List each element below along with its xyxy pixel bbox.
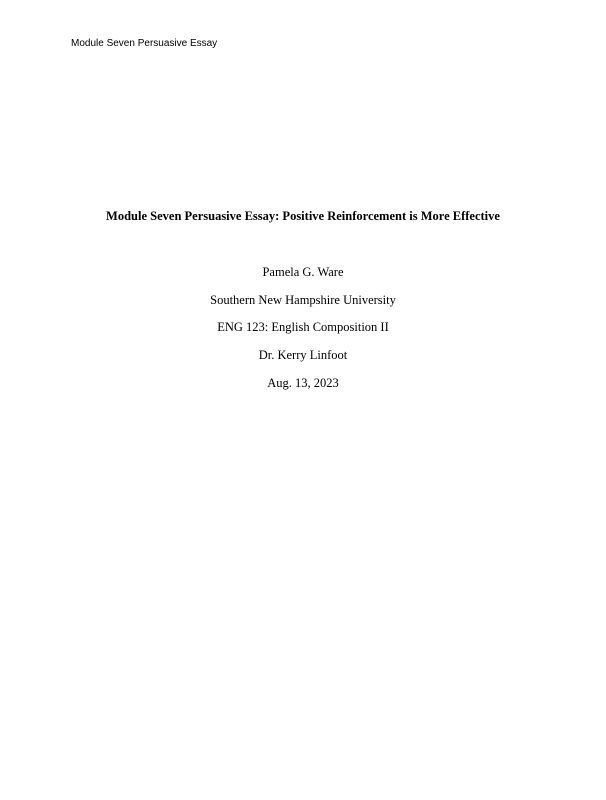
course-name: ENG 123: English Composition II xyxy=(217,320,389,334)
author-name: Pamela G. Ware xyxy=(262,265,344,279)
instructor-name: Dr. Kerry Linfoot xyxy=(258,348,348,362)
institution-name: Southern New Hampshire University xyxy=(210,293,396,307)
essay-title: Module Seven Persuasive Essay: Positive Reinforcement is More Effective xyxy=(106,209,500,223)
running-head: Module Seven Persuasive Essay xyxy=(71,38,218,49)
submission-date: Aug. 13, 2023 xyxy=(267,376,339,390)
